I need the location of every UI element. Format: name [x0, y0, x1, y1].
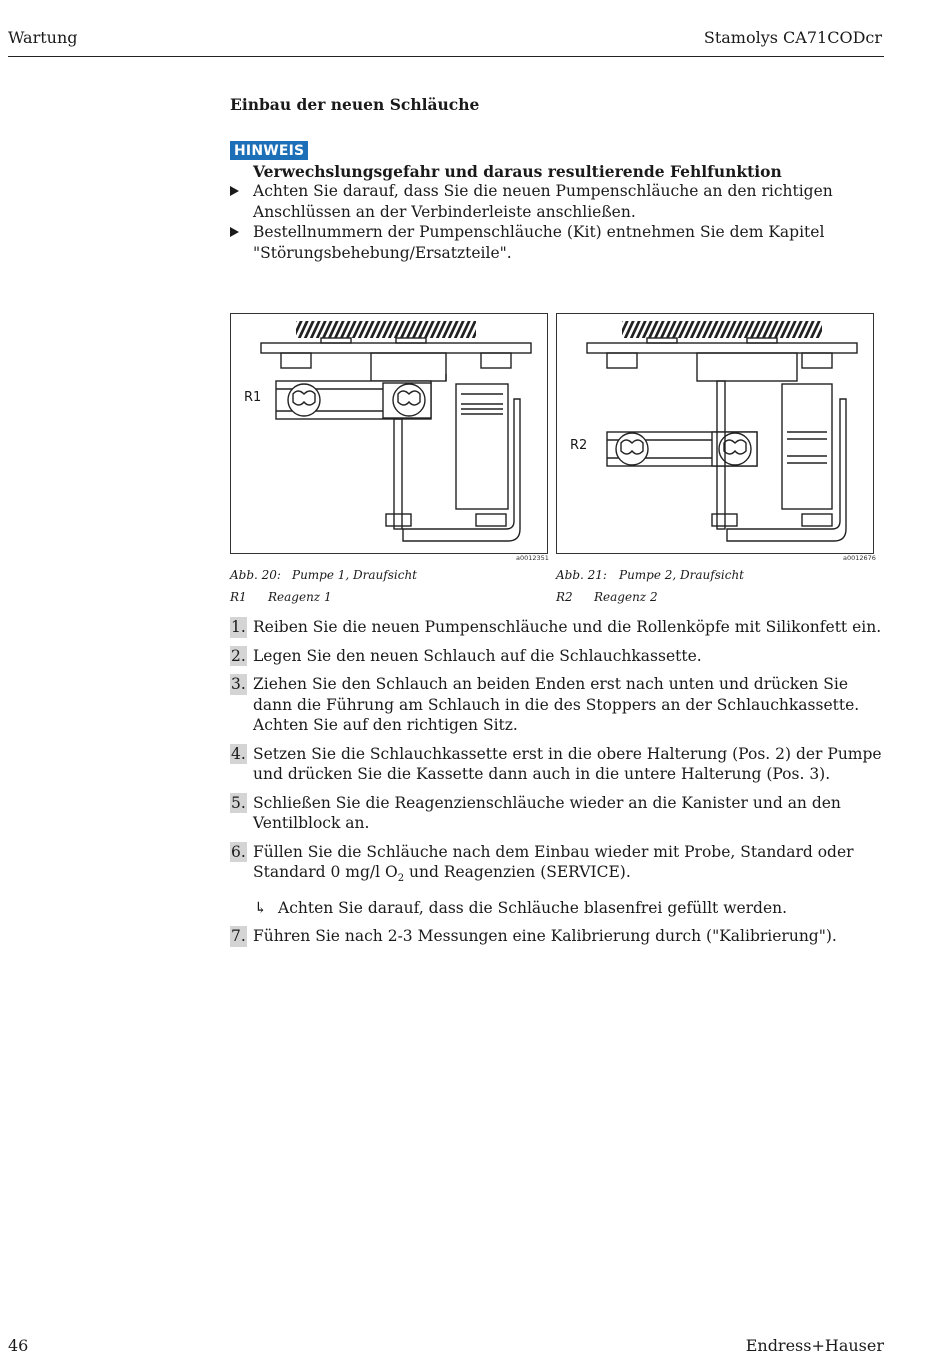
- legend-text: Reagenz 2: [594, 590, 658, 604]
- header-chapter: Wartung: [8, 28, 78, 47]
- figure-code: a0012676: [843, 554, 876, 562]
- step-number: 1.: [231, 618, 246, 636]
- step-text: Reiben Sie die neuen Pumpenschläuche und die Rollenköpfe mit Silikonfett ein.: [253, 618, 882, 636]
- hatched-mount: [622, 321, 822, 338]
- procedure-step: [230, 646, 886, 667]
- procedure-step: [230, 744, 886, 785]
- notice-badge: HINWEIS: [230, 141, 308, 160]
- procedure-step: [230, 926, 886, 947]
- legend-key: R1: [230, 590, 247, 604]
- figure-code: a0012351: [516, 554, 549, 562]
- result-text: Achten Sie darauf, dass die Schläuche blasenfrei gefüllt werden.: [278, 898, 788, 917]
- notice-bullet: Achten Sie darauf, dass Sie die neuen Pumpenschläuche an den richtigen Anschlüssen an der Verbinderleiste anschließen.: [230, 181, 890, 222]
- procedure-step: [230, 793, 886, 834]
- notice-bullet: Bestellnummern der Pumpenschläuche (Kit) entnehmen Sie dem Kapitel "Störungsbehebung/Ersatzteile".: [230, 222, 890, 263]
- pump-1-drawing: [230, 313, 548, 554]
- step-text: Legen Sie den neuen Schlauch auf die Schlauchkassette.: [253, 646, 702, 665]
- step-text: Ziehen Sie den Schlauch an beiden Enden erst nach unten und drücken Sie dann die Führung am Schlauch in die des Stoppers an der Schlauchkassette. Achten Sie auf den richtigen Sitz.: [253, 675, 860, 734]
- step-number: 3.: [231, 675, 246, 693]
- procedure-result: [230, 898, 886, 919]
- pump-2-drawing: [556, 313, 874, 554]
- page-number: 46: [8, 1336, 29, 1355]
- step-number: 7.: [231, 927, 246, 946]
- footer-brand: Endress+Hauser: [745, 1336, 884, 1355]
- bullet-triangle-icon: [230, 227, 239, 237]
- legend-key: R2: [556, 590, 573, 604]
- section-title: Einbau der neuen Schläuche: [230, 95, 480, 114]
- step-number: 2.: [231, 646, 246, 665]
- result-arrow-icon: ↳: [254, 898, 267, 917]
- header-rule: [8, 56, 884, 57]
- figure-caption-number: Abb. 20:: [230, 568, 281, 582]
- procedure-step: [230, 674, 886, 736]
- procedure-step: [230, 617, 886, 638]
- procedure-step: [230, 842, 886, 890]
- bullet-triangle-icon: [230, 186, 239, 196]
- notice-heading: Verwechslungsgefahr und daraus resultierende Fehlfunktion: [253, 162, 782, 181]
- procedure-steps: [230, 617, 886, 955]
- figure-label-r1: R1: [244, 390, 262, 405]
- step-number: 5.: [231, 793, 246, 812]
- hatched-mount: [296, 321, 476, 338]
- header-product: Stamolys CA71CODcr: [703, 28, 882, 47]
- figure-label-r2: R2: [570, 438, 588, 453]
- step-number: 4.: [231, 744, 246, 763]
- figure-caption-text: Pumpe 1, Draufsicht: [292, 568, 417, 582]
- step-text: Führen Sie nach 2-3 Messungen eine Kalibrierung durch ("Kalibrierung").: [253, 927, 837, 946]
- step-text: Füllen Sie die Schläuche nach dem Einbau wieder mit Probe, Standard oder Standard 0 mg/l $O_2$ und Reagenzien (SERVICE).: [253, 842, 854, 885]
- legend-text: Reagenz 1: [268, 590, 332, 604]
- step-text: Setzen Sie die Schlauchkassette erst in die obere Halterung (Pos. 2) der Pumpe und drücken Sie die Kassette dann auch in die untere Halterung (Pos. 3).: [253, 744, 882, 783]
- figure-caption-number: Abb. 21:: [556, 568, 607, 582]
- figure-caption-text: Pumpe 2, Draufsicht: [619, 568, 744, 582]
- step-text: Schließen Sie die Reagenzienschläuche wieder an die Kanister und an den Ventilblock an.: [253, 793, 841, 832]
- step-number: 6.: [231, 842, 246, 861]
